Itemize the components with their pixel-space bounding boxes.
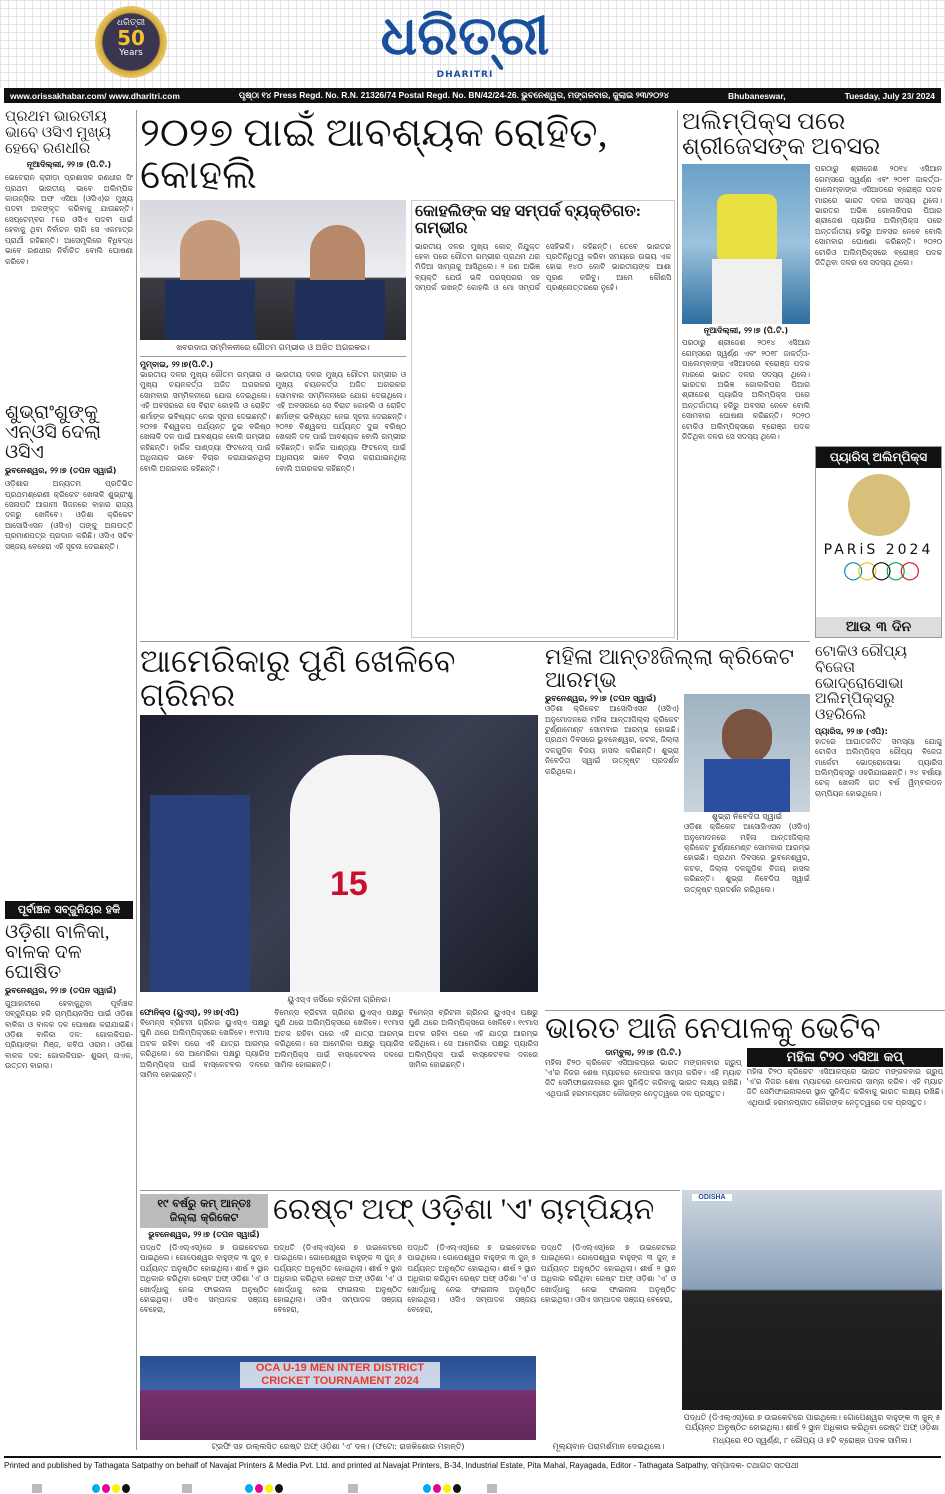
sreejesh-body xyxy=(682,164,942,638)
divider xyxy=(140,1190,680,1191)
column-divider xyxy=(677,110,678,640)
rest-odisha-columns xyxy=(140,1243,536,1353)
dateline: ପ୍ୟାରିସ, ୨୨।୭ (ଏପି): xyxy=(815,726,888,736)
headline: କୋହଲିଙ୍କ ସହ ସମ୍ପର୍କ ବ୍ୟକ୍ତିଗତ: ଗମ୍ଭୀର xyxy=(415,203,642,237)
article-text: ପଦ୍ଧତି (ଡିଏଲ୍‌ଏସ୍)ରେ ୭ ଉଇକେଟରେ ପାଇଥିଲେ। ଗୋପେଶ୍ୱର ବାହୁଙ୍କ ୩ ଜୁନ୍ ୫ ପର୍ଯ୍ୟନ୍ତ ଅନୁଷ୍ଠିତ ହୋଇଥିଲା। ଶୀର୍ଷ ୨ ସ୍ଥାନ ଅଧିକାର କରିଥିବା ରେଷ୍ଟ ଅଫ୍ ଓଡ଼ିଶା 'ଏ' ଓ ଖୋର୍ଦ୍ଧାକୁ ନେଇ ଫାଇନାଲ ଅନୁଷ୍ଠିତ ହୋଇଥିଲା। ଓସିଏ ସମ୍ପାଦକ ସଞ୍ଜୟ ବେହେରା, xyxy=(273,1243,403,1315)
griner-story xyxy=(140,645,538,1188)
divider xyxy=(140,641,810,642)
paris-title: ପ୍ୟାରିସ୍ ଅଲିମ୍ପିକ୍ସ xyxy=(816,447,941,468)
column-divider xyxy=(136,110,137,1450)
photo-caption-lead: ପଦ୍ଧତି (ଡିଏଲ୍‌ଏସ୍)ରେ ୭ ଉଇକେଟରେ ପାଇଥିଲେ। ଗୋପେଶ୍ୱର ବାହୁଙ୍କ ୩ ଜୁନ୍ ୫ ପର୍ଯ୍ୟନ୍ତ ଅନୁଷ୍ଠିତ ହୋଇଥିଲା। ଶୀର୍ଷ ୨ ସ୍ଥାନ ଅଧିକାର କରିଥିବା ରେଷ୍ଟ ଅଫ୍ ଓଡ଼ିଶା xyxy=(683,1413,941,1432)
women-cricket-col1 xyxy=(545,694,679,1005)
badge-title: ଧରିତ୍ରୀ xyxy=(116,18,146,28)
team-trophy-photo xyxy=(140,1356,536,1440)
cmyk-dots xyxy=(92,1484,130,1493)
city: Bhubaneswar, xyxy=(727,90,786,101)
countdown: ଆଉ ୩ ଦିନ xyxy=(816,617,941,637)
sreejesh-right xyxy=(815,164,942,638)
women-cricket-col2 xyxy=(684,694,810,1005)
registration-info: ପୃଷ୍ଠା ୧୪ Press Regd. No. R.N. 21326/74 Postal Regd. No. BN/42/24-26. ଭୁବନେଶ୍ୱର, ମଙ୍ଗଳବାର, ଜୁଲାଇ ୨୩/୨୦୨୪ xyxy=(238,90,669,100)
rest-odisha-story xyxy=(140,1194,676,1452)
griner-col1 xyxy=(140,1008,269,1188)
rest-odisha-headline: ରେଷ୍ଟ ଅଫ୍ ଓଡ଼ିଶା 'ଏ' ଚାମ୍ପିୟନ xyxy=(273,1193,655,1226)
main-story xyxy=(140,112,675,638)
article-text: ବିମେନ୍ସ ବ୍ରିଟନୀ ଗ୍ରିନର ୟୁଏସ୍‌ଏ ପକ୍ଷରୁ ପୁଣି ଥରେ ଅଲିମ୍ପିକ୍ସରେ ଖେଳିବେ। ୧୯ମାସ ଅଟକ ରହିବା ପରେ ଏହି ଯାତ୍ରା ଆରମ୍ଭ କରିଥିଲେ। ସେ ଆମେରିକା ପକ୍ଷରୁ ପ୍ୟାରିସ ଅଲିମ୍ପିକ୍ସ ପାଇଁ ବାସ୍କେଟବଲ ଦଳରେ ସାମିଲ ହୋଇଛନ୍ତି। xyxy=(274,1008,404,1070)
griner-headline: ଆମେରିକାରୁ ପୁଣି ଖେଳିବେ ଗ୍ରିନର xyxy=(140,643,456,713)
footer-rule xyxy=(4,1456,941,1458)
grey-mark xyxy=(487,1484,497,1493)
article-text: ଓଡ଼ିଶା କ୍ରିକେଟ ଆସୋସିଏସନ (ଓସିଏ) ଅନୁମୋଦନରେ ମହିଳା ଆନ୍ତଃଜିଲ୍ଲା କ୍ରିକେଟ ଟୁର୍ଣ୍ଣାମେଣ୍ଟ ସୋମବାର ଆରମ୍ଭ ହୋଇଛି। ପ୍ରଥମ ଦିବସରେ ଭୁବନେଶ୍ୱର, କଟକ, ଜିଲ୍ଲା ଦଳଗୁଡ଼ିକ ବିଜୟ ହାସଲ କରିଛନ୍ତି। ଶୁଭ୍ରା ନିବେଦିତା ସ୍ୱାଇଁ ଉତ୍କୃଷ୍ଟ ପ୍ରଦର୍ଶନ କରିଥିଲେ। xyxy=(684,822,810,894)
headline: ପ୍ରଥମ ଭାରତୀୟ ଭାବେ ଓସିଏ ମୁଖ୍ୟ ହେବେ ରଣଧୀର xyxy=(5,109,111,157)
griner-columns xyxy=(140,1008,538,1188)
article-text: ପରଠାରୁ ଶ୍ରୀଜେଶ ୨୦୧୪ ଏସିଆନ ଗେମ୍ସରେ ସ୍ୱର୍ଣ୍ଣ ଏବଂ ୨୦୧୮ ଜାକର୍ତ୍ତା-ପାଲେମ୍ବାଙ୍ଗ ଏସିଆଡରେ ବ୍ରୋଞ୍ଜ ପଦକ ମାରରେ ଭାରତ ଦଳର ସଦସ୍ୟ ଥିଲେ। ଭାରତର ଅଭିଜ୍ଞ ଗୋଲକିପର ପିଆର ଶ୍ରୀଜେଶ ପ୍ୟାରିସ ଅଲିମ୍ପିକ୍ସ ପରେ ଅନ୍ତର୍ଜାତୀୟ ହକିରୁ ଅବସର ନେବେ ବୋଲି ସୋମବାର ଘୋଷଣା କରିଛନ୍ତି। ୨୦୨୦ ଟୋକିଓ ଅଲିମ୍ପିକ୍ସରେ ବ୍ରୋଞ୍ଜ ପଦକ ଜିତିଥିବା ଦଳର ସେ ସଦସ୍ୟ ଥିଲେ। xyxy=(815,164,942,268)
women-cricket-body xyxy=(545,694,810,1005)
gambhir-kohli-sidebar xyxy=(411,200,675,638)
main-story-body xyxy=(140,200,675,638)
article-text: ଗୁଆହାଟୀରେ ହେବାକୁଥିବା ପୂର୍ବାଞ୍ଚଳ ସବ୍‌ଜୁନିୟର ହକି ଚାମ୍ପିୟନସିପ ପାଇଁ ଓଡ଼ିଶା ବାଳିକା ଓ ବାଳକ ଦଳ ଘୋଷଣା କରାଯାଇଛି। ଓଡ଼ିଶା ବାଳିକା ଦଳ: ଗୋଲକିପର- ପ୍ରିୟାଙ୍କା ମିଞ୍ଜ, କବିତା ଓରାମ। ଓଡ଼ିଶା ବାଳକ ଦଳ: ଗୋଲକିପର- ଶୁଭମ୍ ନାଏକ, ଉତ୍ତମ ବାରଲା। xyxy=(5,998,133,1071)
logo-text: ଧରିତ୍ରୀ xyxy=(380,4,550,67)
article-text-end: ମୂଲ୍ୟବାନ ପରାମର୍ଶମାନ ଦେଇଥିଲେ। xyxy=(552,1442,665,1451)
photo-banner: OCA U-19 MEN INTER DISTRICT CRICKET TOURNAMENT 2024 xyxy=(240,1362,440,1388)
badge-sub: Years xyxy=(119,48,143,58)
story-randhir xyxy=(5,110,133,397)
photo-caption: ମଧ୍ୟରେ ୧୦ ସ୍ୱର୍ଣ୍ଣ, ୮ ରୌପ୍ୟ ଓ ୫ଟି ବ୍ରୋଞ୍ଜ ପଦକ ସାମିଲ। xyxy=(712,1436,912,1445)
griner-photo xyxy=(140,715,538,992)
main-story-left xyxy=(140,200,406,638)
rest-odisha-left xyxy=(140,1243,536,1452)
paris-logo-text: PARiS 2024 xyxy=(823,542,934,558)
dateline: ଭୁବନେଶ୍ୱର, ୨୨।୭ (ତପନ ସ୍ୱାଇଁ) xyxy=(5,985,117,995)
article-text: ପଦ୍ଧତି (ଡିଏଲ୍‌ଏସ୍)ରେ ୭ ଉଇକେଟରେ ପାଇଥିଲେ। ଗୋପେଶ୍ୱର ବାହୁଙ୍କ ୩ ଜୁନ୍ ୫ ପର୍ଯ୍ୟନ୍ତ ଅନୁଷ୍ଠିତ ହୋଇଥିଲା। ଶୀର୍ଷ ୨ ସ୍ଥାନ ଅଧିକାର କରିଥିବା ରେଷ୍ଟ ଅଫ୍ ଓଡ଼ିଶା 'ଏ' ଓ ଖୋର୍ଦ୍ଧାକୁ ନେଇ ଫାଇନାଲ ଅନୁଷ୍ଠିତ ହୋଇଥିଲା। ଓସିଏ ସମ୍ପାଦକ ସଞ୍ଜୟ ବେହେରା, xyxy=(140,1243,269,1315)
nepal-story xyxy=(545,1013,943,1187)
article-text: ପଦ୍ଧତି (ଡିଏଲ୍‌ଏସ୍)ରେ ୭ ଉଇକେଟରେ ପାଇଥିଲେ। ଗୋପେଶ୍ୱର ବାହୁଙ୍କ ୩ ଜୁନ୍ ୫ ପର୍ଯ୍ୟନ୍ତ ଅନୁଷ୍ଠିତ ହୋଇଥିଲା। ଶୀର୍ଷ ୨ ସ୍ଥାନ ଅଧିକାର କରିଥିବା ରେଷ୍ଟ ଅଫ୍ ଓଡ଼ିଶା 'ଏ' ଓ ଖୋର୍ଦ୍ଧାକୁ ନେଇ ଫାଇନାଲ ଅନୁଷ୍ଠିତ ହୋଇଥିଲା। ଓସିଏ ସମ୍ପାଦକ ସଞ୍ଜୟ ବେହେରା, xyxy=(541,1243,676,1305)
main-headline: ୨୦୨୭ ପାଇଁ ଆବଶ୍ୟକ ରୋହିତ, କୋହଲି xyxy=(140,110,608,197)
gambhir-agarkar-photo xyxy=(140,200,406,340)
tournament-tag: ମହିଳା ଟି୨୦ ଏସିଆ କପ୍ xyxy=(747,1048,944,1067)
grey-mark xyxy=(32,1484,42,1493)
kicker: ୧୯ ବର୍ଷରୁ କମ୍ ଆନ୍ତଃ ଜିଲ୍ଲା କ୍ରିକେଟ xyxy=(140,1194,268,1228)
divider xyxy=(545,1010,945,1011)
person-shape xyxy=(295,280,385,340)
person-shape xyxy=(704,759,790,812)
grey-mark xyxy=(182,1484,192,1493)
nepal-body xyxy=(545,1048,943,1188)
article-text: ମହିଳା ଟି୨୦ କ୍ରିକେଟ ଏସିଆକପ୍‌ରେ ଭାରତ ମଙ୍ଗଳବାର ଗ୍ରୁପ୍ 'ଏ'ର ନିଜର ଶେଷ ମ୍ୟାଚରେ ନେପାଳର ସାମ୍ନା କରିବ। ଏହି ମ୍ୟାଚ ଜିତି ସେମିଫାଇନାଲରେ ସ୍ଥାନ ସୁନିଶ୍ଚିତ କରିବାକୁ ଭାରତ ଲକ୍ଷ୍ୟ ରଖିଛି। ଏଥିପାଇଁ ହରମନପ୍ରୀତ କୌରଙ୍କ ନେତୃତ୍ୱରେ ଦଳ ପ୍ରସ୍ତୁତ। xyxy=(746,1066,943,1107)
cmyk-dots xyxy=(245,1484,283,1493)
dateline: ଭୁବନେଶ୍ୱର, ୨୨।୭ (ତପନ ସ୍ୱାଇଁ) xyxy=(148,1230,260,1239)
sreejesh-left xyxy=(682,164,810,638)
goalkeeper-pads xyxy=(712,259,782,324)
nepal-col2 xyxy=(747,1048,944,1188)
sreejesh-story xyxy=(682,110,942,638)
dateline: ଫୋନିକ୍ସ (ୟୁଏସ୍), ୨୨।୭(ଏପି) xyxy=(140,1008,239,1017)
article-text: ପରଠାରୁ ଶ୍ରୀଜେଶ ୨୦୧୪ ଏସିଆନ ଗେମ୍ସରେ ସ୍ୱର୍ଣ୍ଣ ଏବଂ ୨୦୧୮ ଜାକର୍ତ୍ତା-ପାଲେମ୍ବାଙ୍ଗ ଏସିଆଡରେ ବ୍ରୋଞ୍ଜ ପଦକ ମାରରେ ଭାରତ ଦଳର ସଦସ୍ୟ ଥିଲେ। ଭାରତର ଅଭିଜ୍ଞ ଗୋଲକିପର ପିଆର ଶ୍ରୀଜେଶ ପ୍ୟାରିସ ଅଲିମ୍ପିକ୍ସ ପରେ ଅନ୍ତର୍ଜାତୀୟ ହକିରୁ ଅବସର ନେବେ ବୋଲି ସୋମବାର ଘୋଷଣା କରିଛନ୍ତି। ୨୦୨୦ ଟୋକିଓ ଅଲିମ୍ପିକ୍ସରେ ବ୍ରୋଞ୍ଜ ପଦକ ଜିତିଥିବା ଦଳର ସେ ସଦସ୍ୟ ଥିଲେ। xyxy=(682,338,810,442)
story-vondrousova xyxy=(815,645,942,1005)
article-text: ଭେଟେରାନ କ୍ରୀଡ଼ା ପ୍ରଶାସକ ରଣଧୀର ସିଂ ପ୍ରଥମ ଭାରତୀୟ ଭାବେ ଅଲିମ୍ପିକ କାଉନ୍ସିଲ ଅଫ ଏସିଆ (ଓସିଏ)ର ମୁଖ୍ୟ ପଦବୀ ଅଳଙ୍କୃତ କରିବାକୁ ଯାଉଛନ୍ତି। ସେପ୍ଟେମ୍ବର ୮ରେ ଓସିଏ ପଦବୀ ପାଇଁ ହେବାକୁ ଥିବା ନିର୍ବାଚନ ଲାଗି ସେ ଏକମାତ୍ର ପ୍ରାର୍ଥୀ ରହିଛନ୍ତି। ଆସେମ୍ବ୍ଲିରେ ବିଧିବଦ୍ଧ ଭାବେ ରଣଧୀର ନିର୍ବାଚିତ ବୋଲି ଘୋଷଣା କରିବେ। xyxy=(5,173,133,266)
dharitri-logo xyxy=(380,2,550,84)
opponent-player xyxy=(150,795,250,992)
olympic-rings: ◯◯◯◯◯ xyxy=(843,560,914,581)
article-text: ଭାରତୀୟ ଦଳର ମୁଖ୍ୟ ଗୌତମ ଗମ୍ଭୀର ଓ ମୁଖ୍ୟ ଚୟନକର୍ତ୍ତା ଅଜିତ ଅଗରକର ସୋମବାର ସମ୍ମିଳନୀରେ ଯୋଗ ଦେଇଥିଲେ। ଏହି ଅବସରରେ ସେ ବିରାଟ କୋହଲି ଓ ରୋହିତ ଶର୍ମାଙ୍କ ଭବିଷ୍ୟତ ନେଇ ସୂଚନା ଦେଇଛନ୍ତି। ୨୦୨୭ ବିଶ୍ୱକପ ପର୍ଯ୍ୟନ୍ତ ଦୁଇ ବରିଷ୍ଠ ଖେଳାଳି ଦଳ ପାଇଁ ଆବଶ୍ୟକ ବୋଲି ଗମ୍ଭୀର କହିଛନ୍ତି। ହାର୍ଦ୍ଦିକ ପାଣ୍ଡ୍ୟା ଫିଟନେସ୍ ପାଇଁ ଅଧିନାୟକ ଭାବେ ବିଚାର କରାଯାଇନଥିଲା ବୋଲି ଅଗରକର କହିଛନ୍ତି। xyxy=(275,370,406,473)
story-hockey xyxy=(5,901,133,1450)
article-text: ବିମେନ୍ସ ବ୍ରିଟନୀ ଗ୍ରିନର ୟୁଏସ୍‌ଏ ପକ୍ଷରୁ ପୁଣି ଥରେ ଅଲିମ୍ପିକ୍ସରେ ଖେଳିବେ। ୧୯ମାସ ଅଟକ ରହିବା ପରେ ଏହି ଯାତ୍ରା ଆରମ୍ଭ କରିଥିଲେ। ସେ ଆମେରିକା ପକ୍ଷରୁ ପ୍ୟାରିସ ଅଲିମ୍ପିକ୍ସ ପାଇଁ ବାସ୍କେଟବଲ ଦଳରେ ସାମିଲ ହୋଇଛନ୍ତି। xyxy=(408,1008,538,1070)
photo-caption: ୟୁଏସ୍‌ଏ ଜର୍ସିରେ ବ୍ରିଟନୀ ଗ୍ରିନର। xyxy=(287,995,391,1004)
article-text: ପଦ୍ଧତି (ଡିଏଲ୍‌ଏସ୍)ରେ ୭ ଉଇକେଟରେ ପାଇଥିଲେ। ଗୋପେଶ୍ୱର ବାହୁଙ୍କ ୩ ଜୁନ୍ ୫ ପର୍ଯ୍ୟନ୍ତ ଅନୁଷ୍ଠିତ ହୋଇଥିଲା। ଶୀର୍ଷ ୨ ସ୍ଥାନ ଅଧିକାର କରିଥିବା ରେଷ୍ଟ ଅଫ୍ ଓଡ଼ିଶା 'ଏ' ଓ ଖୋର୍ଦ୍ଧାକୁ ନେଇ ଫାଇନାଲ ଅନୁଷ୍ଠିତ ହୋଇଥିଲା। ଓସିଏ ସମ୍ପାଦକ ସଞ୍ଜୟ ବେହେରା, xyxy=(407,1243,537,1315)
article-text: ମହିଳା ଟି୨୦ କ୍ରିକେଟ ଏସିଆକପ୍‌ରେ ଭାରତ ମଙ୍ଗଳବାର ଗ୍ରୁପ୍ 'ଏ'ର ନିଜର ଶେଷ ମ୍ୟାଚରେ ନେପାଳର ସାମ୍ନା କରିବ। ଏହି ମ୍ୟାଚ ଜିତି ସେମିଫାଇନାଲରେ ସ୍ଥାନ ସୁନିଶ୍ଚିତ କରିବାକୁ ଭାରତ ଲକ୍ଷ୍ୟ ରଖିଛି। ଏଥିପାଇଁ ହରମନପ୍ରୀତ କୌରଙ୍କ ନେତୃତ୍ୱରେ ଦଳ ପ୍ରସ୍ତୁତ। xyxy=(545,1057,742,1098)
left-column xyxy=(5,110,133,1450)
sreejesh-headline: ଅଲିମ୍ପିକ୍ସ ପରେ ଶ୍ରୀଜେସଙ୍କ ଅବସର xyxy=(682,109,881,161)
article-text: ହାତରେ ଆଘାତଜନିତ ସମସ୍ୟା ଯୋଗୁ ଟୋକିଓ ଅଲିମ୍ପିକ୍ସ ରୌପ୍ୟ ବିଜେତା ମାର୍କେଟା ଭୋଦ୍ରୋସୋଭା ପ୍ୟାରିସ ଅଲିମ୍ପିକ୍ସରୁ ଓହରିଯାଇଛନ୍ତି। ୨୪ ବର୍ଷୀୟା ଚେକ୍ ଖେଳାଳି ଗତ ବର୍ଷ ୱିମ୍ବଲଡନ ଚାମ୍ପିୟନ ହୋଇଥିଲେ। xyxy=(815,736,942,798)
article-text: ଭାରତୀୟ ଦଳର ମୁଖ୍ୟ ଗୌତମ ଗମ୍ଭୀର ଓ ମୁଖ୍ୟ ଚୟନକର୍ତ୍ତା ଅଜିତ ଅଗରକର ସୋମବାର ସମ୍ମିଳନୀରେ ଯୋଗ ଦେଇଥିଲେ। ଏହି ଅବସରରେ ସେ ବିରାଟ କୋହଲି ଓ ରୋହିତ ଶର୍ମାଙ୍କ ଭବିଷ୍ୟତ ନେଇ ସୂଚନା ଦେଇଛନ୍ତି। ୨୦୨୭ ବିଶ୍ୱକପ ପର୍ଯ୍ୟନ୍ତ ଦୁଇ ବରିଷ୍ଠ ଖେଳାଳି ଦଳ ପାଇଁ ଆବଶ୍ୟକ ବୋଲି ଗମ୍ଭୀର କହିଛନ୍ତି। ହାର୍ଦ୍ଦିକ ପାଣ୍ଡ୍ୟା ଫିଟନେସ୍ ପାଇଁ ଅଧିନାୟକ ଭାବେ ବିଚାର କରାଯାଇନଥିଲା ବୋଲି ଅଗରକର କହିଛନ୍ତି। xyxy=(140,370,271,473)
paris-olympics-box xyxy=(815,446,942,638)
photo-banner: ODISHA xyxy=(692,1194,732,1201)
main-story-columns xyxy=(140,370,406,638)
date: Tuesday, July 23/ 2024 xyxy=(844,90,935,101)
dateline: ଭୁବନେଶ୍ୱର, ୨୨।୭ (ତପନ ସ୍ୱାଇଁ) xyxy=(545,694,657,704)
subhra-photo xyxy=(684,694,810,812)
person-shape xyxy=(165,280,255,340)
person-shape xyxy=(722,709,772,764)
article-text: ଓଡ଼ିଶାର ଅନ୍ୟତମ ପ୍ରତିଭିତ ପ୍ରଥମଶ୍ରେଣୀ କ୍ରିକେଟ ଖେଳାଳି ଶୁଭ୍ରାଂଶୁ ସେନାପତି ଆଗାମୀ ସିଜନରେ ବାହାର ରାଜ୍ୟ ଦଳରୁ ଖେଳିବେ। ଓଡ଼ିଶା କ୍ରିକେଟ ଆସୋସିଏସନ (ଓସିଏ) ତାଙ୍କୁ ଅନାପତ୍ତି ପ୍ରମାଣପତ୍ର ପ୍ରଦାନ କରିଛି। ଓସିଏ ସଚିବ ସଞ୍ଜୟ ବେହେରା ଏହି ସୂଚନା ଦେଇଛନ୍ତି। xyxy=(5,479,133,551)
headline: ଶୁଭ୍ରାଂଶୁଙ୍କୁ ଏନ୍‌ଓସି ଦେଲା ଓସିଏ xyxy=(5,402,102,464)
photo-caption: ଖବରଦାତା ସମ୍ମିଳନୀରେ ଗୌତମ ଗମ୍ଭୀର ଓ ଅଜିତ ଅଗରକର। xyxy=(176,343,370,352)
dateline: ମୁମ୍ବାଇ, ୨୨।୭(ପି.ଟି.) xyxy=(140,360,214,369)
women-cricket-headline: ମହିଳା ଆନ୍ତଃଜିଲ୍ଲା କ୍ରିକେଟ ଆରମ୍ଭ xyxy=(545,644,794,693)
dateline: ଡାମ୍ବୁଲା, ୨୨।୭ (ପି.ଟି.) xyxy=(605,1047,682,1057)
nepal-col1 xyxy=(545,1048,742,1188)
cmyk-dots xyxy=(423,1484,461,1493)
registration-marks xyxy=(0,1484,945,1494)
dateline: ଭୁବନେଶ୍ୱର, ୨୨।୭ (ତପନ ସ୍ୱାଇଁ) xyxy=(5,466,117,476)
rest-odisha-body xyxy=(140,1243,676,1452)
website: www.orissakhabar.com/ www.dharitri.com xyxy=(10,90,180,101)
jersey-number: 15 xyxy=(330,865,368,904)
dateline: ନୂଆଦିଲ୍ଲୀ, ୨୨।୭ (ପି.ଟି.) xyxy=(703,326,789,336)
rest-odisha-right xyxy=(541,1243,676,1452)
divider xyxy=(140,356,406,357)
rest-odisha-kicker-wrap xyxy=(140,1194,268,1240)
sreejesh-photo xyxy=(682,164,810,324)
dateline: ନୂଆଦିଲ୍ଲୀ, ୨୨।୭ (ପି.ଟି.) xyxy=(26,160,112,170)
paris-flame-logo xyxy=(848,474,910,536)
photo-caption: ଟ୍ରଫି ସହ ଉଲ୍ଲସିତ ରେଷ୍ଟ ଅଫ୍ ଓଡ଼ିଶା 'ଏ' ଦଳ। (ଫଟୋ: ରାଜକିଶୋର ମହାନ୍ତି) xyxy=(211,1442,465,1451)
article-text: ଭାରତୀୟ ଦଳର ମୁଖ୍ୟ କୋଚ୍ ନିଯୁକ୍ତ ହେବା ପରେ ଗୌତମ ଗମ୍ଭୀର ପ୍ରଥମ ଥର ମିଡିଆ ସାମ୍ନାକୁ ଆସିଥିଲେ। ୨ ଜଣ ଅଭିଜ୍ଞ ବ୍ୟକ୍ତି ଯେଉଁ ଭଳି ପରସ୍ପରର ସହ ସମ୍ପର୍କ ରଖନ୍ତି କୋହଲି ଓ ମୋ ସମ୍ପର୍କ ସେହିଭଳି। କହିଛନ୍ତି। ତେବେ ଭାରତର ପ୍ରତିନିଧିତ୍ୱ କରିବା ସମୟରେ ଉଭୟ ଏକ ହୋଇ ୧୪୦ କୋଟି ଭାରତୀୟଙ୍କ ଆଶା ପୂରଣ କରିବୁ। ଆମେ କୌଣସି ପ୍ରଶ୍ନୋତ୍ତରରେ ନୁହେଁ। xyxy=(415,241,671,293)
kungfu-team-photo xyxy=(682,1190,942,1410)
logo-en: DHARITRI xyxy=(436,70,494,80)
50-years-badge xyxy=(95,6,167,78)
badge-years: 50 xyxy=(117,26,145,50)
headline: ଓଡ଼ିଶା ବାଳିକା, ବାଳକ ଦଳ ଘୋଷିତ xyxy=(5,921,110,983)
women-cricket-story xyxy=(545,645,810,1005)
photo-caption: ଶୁଭ୍ରା ନିବେଦିତା ସ୍ୱାଇଁ xyxy=(711,812,783,822)
grey-mark xyxy=(348,1484,358,1493)
info-bar xyxy=(4,88,941,103)
printer-imprint: Printed and published by Tathagata Satpathy on behalf of Navajat Printers & Media Pvt. Ltd. and printed at Navajat Printers, B-34, Industrial Estate, Pita Mahal, Rayagada, Editor - Tathagata Satpathy, ସମ୍ପାଦକ- ତଥାଗତ ସତପଥୀ xyxy=(4,1461,799,1470)
person-shape xyxy=(717,194,777,264)
article-text: ଓଡ଼ିଶା କ୍ରିକେଟ ଆସୋସିଏସନ (ଓସିଏ) ଅନୁମୋଦନରେ ମହିଳା ଆନ୍ତଃଜିଲ୍ଲା କ୍ରିକେଟ ଟୁର୍ଣ୍ଣାମେଣ୍ଟ ସୋମବାର ଆରମ୍ଭ ହୋଇଛି। ପ୍ରଥମ ଦିବସରେ ଭୁବନେଶ୍ୱର, କଟକ, ଜିଲ୍ଲା ଦଳଗୁଡ଼ିକ ବିଜୟ ହାସଲ କରିଛନ୍ତି। ଶୁଭ୍ରା ନିବେଦିତା ସ୍ୱାଇଁ ଉତ୍କୃଷ୍ଟ ପ୍ରଦର୍ଶନ କରିଥିଲେ। xyxy=(545,704,679,776)
rest-odisha-head xyxy=(140,1194,676,1240)
article-text: ବିମେନ୍ସ ବ୍ରିଟନୀ ଗ୍ରିନର ୟୁଏସ୍‌ଏ ପକ୍ଷରୁ ପୁଣି ଥରେ ଅଲିମ୍ପିକ୍ସରେ ଖେଳିବେ। ୧୯ମାସ ଅଟକ ରହିବା ପରେ ଏହି ଯାତ୍ରା ଆରମ୍ଭ କରିଥିଲେ। ସେ ଆମେରିକା ପକ୍ଷରୁ ପ୍ୟାରିସ ଅଲିମ୍ପିକ୍ସ ପାଇଁ ବାସ୍କେଟବଲ ଦଳରେ ସାମିଲ ହୋଇଛନ୍ତି। xyxy=(140,1018,270,1080)
kicker: ପୂର୍ବାଞ୍ଚଳ ସବ୍‌ଜୁନିୟର ହକି xyxy=(5,901,133,919)
story-subhranshu xyxy=(5,403,133,895)
nepal-headline: ଭାରତ ଆଜି ନେପାଳକୁ ଭେଟିବ xyxy=(545,1012,881,1045)
headline: ଟୋକିଓ ରୌପ୍ୟ ବିଜେତା ଭୋଦ୍ରୋସୋଭା ଅଲିମ୍ପିକ୍ସରୁ ଓହରିଲେ xyxy=(815,644,907,723)
